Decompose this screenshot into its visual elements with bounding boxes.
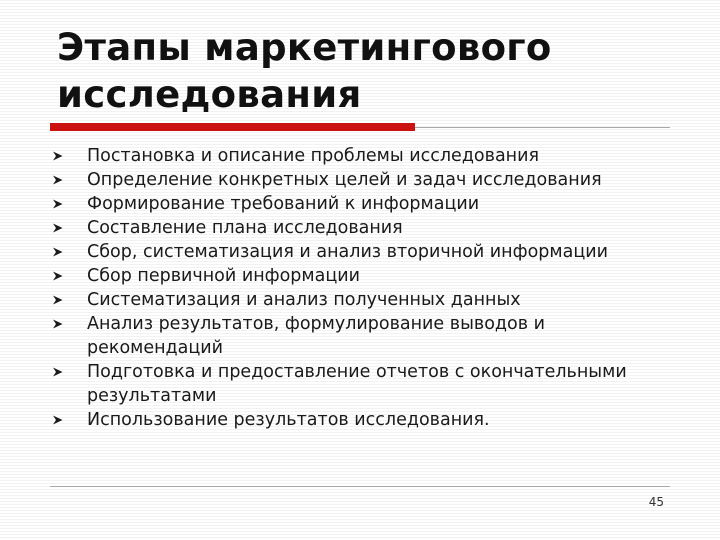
research-stages-list: [50, 144, 670, 432]
list-item-text: Анализ результатов, формулирование выводов и рекомендаций: [87, 314, 545, 358]
list-item-text: Формирование требований к информации: [87, 194, 480, 214]
list-item: [50, 216, 670, 240]
chevron-arrow-right-icon: [50, 240, 66, 264]
footer-divider: [50, 486, 670, 487]
list-item-text: Составление плана исследования: [87, 218, 403, 238]
list-item: [50, 144, 670, 168]
chevron-arrow-right-icon: [50, 216, 66, 240]
chevron-arrow-right-icon: [50, 288, 66, 312]
list-item: [50, 360, 670, 408]
chevron-arrow-right-icon: [50, 144, 66, 168]
list-item: [50, 264, 670, 288]
list-item: [50, 168, 670, 192]
list-item: [50, 192, 670, 216]
title-underline-rule: [415, 127, 670, 128]
chevron-arrow-right-icon: [50, 264, 66, 288]
list-item-text: Сбор, систематизация и анализ вторичной информации: [87, 242, 608, 262]
title-underline-accent: [50, 123, 415, 131]
list-item: [50, 288, 670, 312]
list-item: [50, 240, 670, 264]
list-item-text: Систематизация и анализ полученных данных: [87, 290, 521, 310]
slide-title-line-2: исследования: [57, 73, 362, 116]
slide-title-line-1: Этапы маркетингового: [57, 26, 552, 69]
chevron-arrow-right-icon: [50, 192, 66, 216]
slide-title: [57, 24, 657, 118]
chevron-arrow-right-icon: [50, 312, 66, 336]
list-item-text: Постановка и описание проблемы исследования: [87, 146, 540, 166]
list-item-text: Определение конкретных целей и задач исследования: [87, 170, 602, 190]
page-number: 45: [648, 495, 664, 509]
list-item-text: Использование результатов исследования.: [87, 410, 490, 430]
chevron-arrow-right-icon: [50, 168, 66, 192]
chevron-arrow-right-icon: [50, 360, 66, 384]
list-item: [50, 312, 670, 360]
list-item-text: Сбор первичной информации: [87, 266, 360, 286]
chevron-arrow-right-icon: [50, 408, 66, 432]
list-item: [50, 408, 670, 432]
list-item-text: Подготовка и предоставление отчетов с окончательными результатами: [87, 362, 627, 406]
